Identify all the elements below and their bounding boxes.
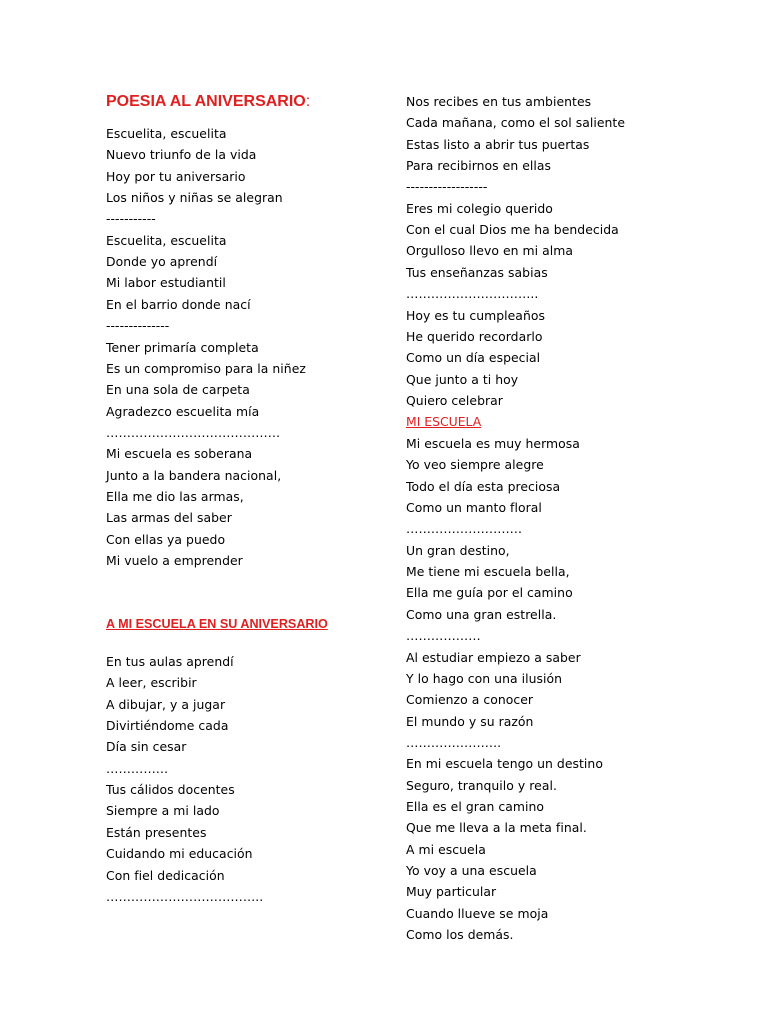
- poem-line: Un gran destino,: [406, 542, 510, 558]
- poem-line: Yo veo siempre alegre: [406, 457, 544, 473]
- poem-line: Yo voy a una escuela: [406, 863, 537, 878]
- poem-line: Que junto a ti hoy: [406, 371, 519, 387]
- poem-title-main: [106, 92, 310, 112]
- poem-line: Todo el día esta preciosa: [406, 478, 561, 494]
- poem-line: Divirtiéndome cada: [106, 718, 229, 734]
- poem-line: --------------: [106, 318, 170, 334]
- poem-line: Junto a la bandera nacional,: [106, 467, 282, 483]
- poem-line: Cuidando mi educación: [106, 846, 253, 862]
- poem-line: He querido recordarlo: [406, 328, 543, 344]
- poem-line: Ella me dio las armas,: [106, 488, 244, 504]
- poem-line: Muy particular: [406, 884, 497, 900]
- poem-line: Mi labor estudiantil: [106, 275, 226, 291]
- poem-line: Tus cálidos docentes: [106, 782, 235, 798]
- poem-line: Con fiel dedicación: [106, 867, 225, 883]
- poem-line: …………………………..: [406, 286, 539, 302]
- poem-line: Cuando llueve se moja: [406, 905, 549, 921]
- poem-line: En el barrio donde nací: [106, 296, 251, 312]
- poem-line: Como una gran estrella.: [406, 606, 557, 622]
- poem-line: Con ellas ya puedo: [106, 531, 226, 547]
- poem-line: A dibujar, y a jugar: [106, 696, 226, 712]
- poem-line: Orgulloso llevo en mi alma: [406, 243, 574, 259]
- poem-line: A mi escuela: [406, 841, 486, 857]
- poem-line: Y lo hago con una ilusión: [406, 670, 563, 686]
- poem-line: Mi vuelo a emprender: [106, 553, 243, 568]
- poem-line: Los niños y niñas se alegran: [106, 190, 283, 206]
- poem-line: Para recibirnos en ellas: [406, 158, 552, 174]
- poem-line: Hoy es tu cumpleaños: [406, 307, 545, 323]
- poem-line: Mi escuela es soberana: [106, 446, 253, 462]
- poem-line: Siempre a mi lado: [106, 803, 220, 819]
- poem-line: Día sin cesar: [106, 739, 187, 755]
- poem-line: Eres mi colegio querido: [406, 200, 553, 216]
- poem-line: En mi escuela tengo un destino: [406, 756, 603, 772]
- poem-line: Mi escuela es muy hermosa: [406, 436, 580, 451]
- poem-line: Escuelita, escuelita: [106, 126, 227, 141]
- poem-line: Comienzo a conocer: [406, 692, 534, 708]
- poem-title-aniversario: A MI ESCUELA EN SU ANIVERSARIO: [106, 617, 328, 631]
- poem-line: -----------: [106, 211, 156, 227]
- poem-line: Me tiene mi escuela bella,: [406, 564, 570, 580]
- poem-line: Escuelita, escuelita: [106, 232, 227, 248]
- poem-line: Donde yo aprendí: [106, 254, 218, 270]
- poem-line: Con el cual Dios me ha bendecida: [406, 222, 619, 238]
- poem-line: ……………………………………: [106, 424, 281, 440]
- poem-line: Como un día especial: [406, 350, 541, 366]
- poem-line: Están presentes: [106, 824, 207, 840]
- poem-line: Ella me guía por el camino: [406, 585, 573, 601]
- poem-line: Ella es el gran camino: [406, 798, 545, 814]
- poem-line: A leer, escribir: [106, 675, 197, 691]
- poem-line: En una sola de carpeta: [106, 382, 250, 398]
- poem-line: Seguro, tranquilo y real.: [406, 777, 557, 793]
- poem-line: ------------------: [406, 179, 488, 195]
- poem-line: Como los demás.: [406, 927, 514, 943]
- poem-line: Es un compromiso para la niñez: [106, 360, 306, 376]
- poem-line: Tus enseñanzas sabias: [406, 264, 548, 280]
- poem-line: ………………………………..: [106, 888, 264, 904]
- poem-line: ………………: [406, 628, 481, 644]
- poem-title-mi-escuela: MI ESCUELA: [406, 414, 482, 429]
- title-text: POESIA AL ANIVERSARIO: [106, 93, 306, 110]
- poem-line: ……………: [106, 760, 169, 776]
- poem-line: Quiero celebrar: [406, 392, 503, 408]
- poem-line: Las armas del saber: [106, 510, 232, 526]
- poem-line: ……………………….: [406, 521, 522, 537]
- poem-line: Hoy por tu aniversario: [106, 168, 246, 184]
- poem-line: Tener primaría completa: [106, 339, 259, 355]
- poem-line: El mundo y su razón: [406, 713, 534, 729]
- poem-line: En tus aulas aprendí: [106, 654, 234, 669]
- poem-line: Que me lleva a la meta final.: [406, 820, 587, 836]
- poem-line: Cada mañana, como el sol saliente: [406, 115, 626, 131]
- poem-line: Como un manto floral: [406, 500, 542, 516]
- poem-line: Nuevo triunfo de la vida: [106, 147, 257, 163]
- poem-line: Al estudiar empiezo a saber: [406, 649, 581, 665]
- poem-line: Agradezco escuelita mía: [106, 403, 260, 419]
- title-colon: :: [305, 93, 311, 110]
- poem-line: Nos recibes en tus ambientes: [406, 94, 592, 109]
- poem-line: Estas listo a abrir tus puertas: [406, 136, 590, 152]
- poem-line: …………………..: [406, 734, 502, 750]
